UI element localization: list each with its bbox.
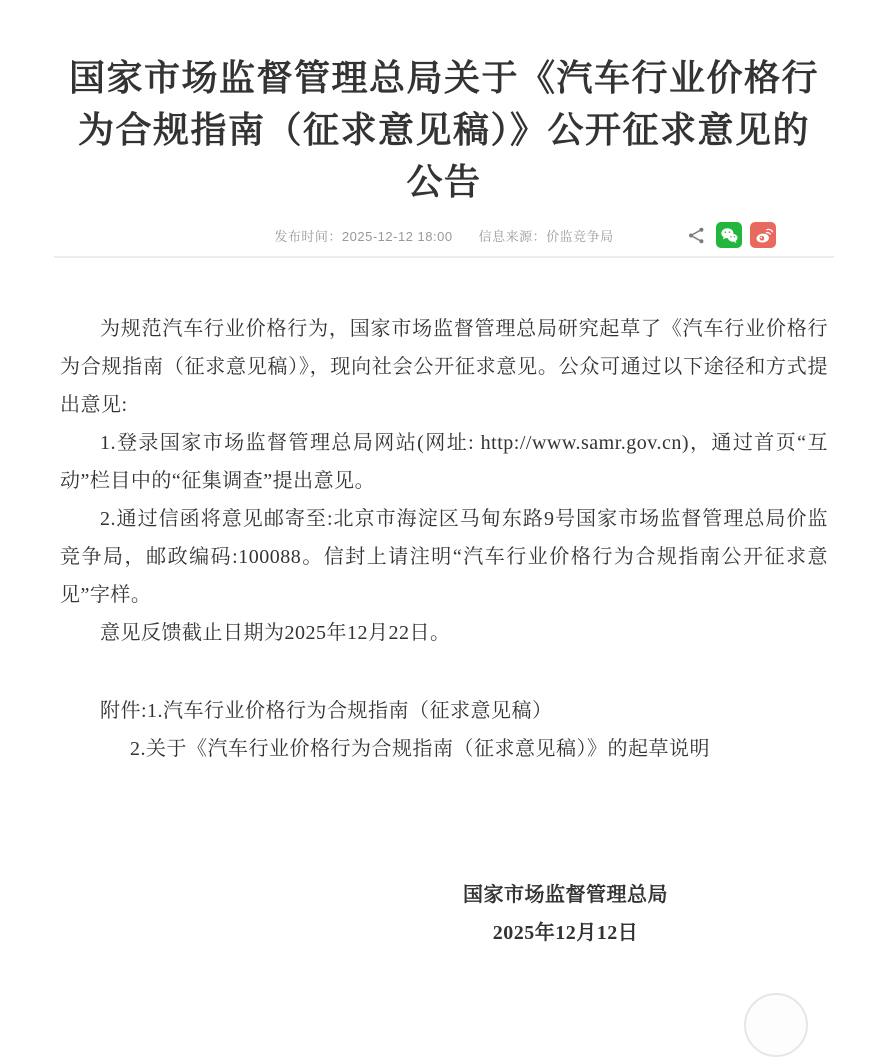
signature-org: 国家市场监督管理总局 (463, 884, 668, 906)
attachments (60, 692, 828, 768)
wechat-icon (719, 225, 740, 246)
paragraph-deadline: 意见反馈截止日期为2025年12月22日。 (100, 622, 451, 644)
info-source-value: 价监竞争局 (546, 228, 614, 244)
meta-bar (0, 220, 888, 250)
share-button-group (684, 222, 776, 248)
wechat-share-button[interactable] (716, 222, 742, 248)
share-button[interactable] (684, 223, 708, 247)
attachment-link-2[interactable]: 2.关于《汽车行业价格行为合规指南（征求意见稿）》的起草说明 (130, 738, 710, 760)
publish-time-label: 发布时间： (274, 228, 342, 244)
paragraph-channel-mail: 2.通过信函将意见邮寄至:北京市海淀区马甸东路9号国家市场监督管理总局价监竞争局，邮政编码:100088。信封上请注明“汽车行业价格行为合规指南公开征求意见”字样。 (60, 508, 828, 606)
header-divider (54, 256, 834, 258)
weibo-icon (753, 225, 774, 246)
share-nodes-icon (686, 225, 707, 246)
weibo-share-button[interactable] (750, 222, 776, 248)
paragraph-channel-website: 1.登录国家市场监督管理总局网站(网址: http://www.samr.gov.cn)，通过首页“互动”栏目中的“征集调查”提出意见。 (60, 432, 828, 492)
info-source-label: 信息来源： (478, 228, 547, 244)
info-source (479, 226, 614, 245)
floating-action-button[interactable] (744, 993, 808, 1057)
publish-time (274, 226, 452, 245)
page-title: 国家市场监督管理总局关于《汽车行业价格行为合规指南（征求意见稿）》公开征求意见的公告 (68, 57, 819, 202)
announcement-body (60, 310, 828, 952)
publish-time-value: 2025-12-12 18:00 (341, 228, 453, 244)
paragraph-intro: 为规范汽车行业价格行为，国家市场监督管理总局研究起草了《汽车行业价格行为合规指南（征求意见稿）》，现向社会公开征求意见。公众可通过以下途径和方式提出意见: (60, 318, 828, 416)
attachment-link-1[interactable]: 附件:1.汽车行业价格行为合规指南（征求意见稿） (100, 700, 553, 722)
signature-date: 2025年12月12日 (492, 922, 639, 944)
signature-block (463, 876, 668, 952)
